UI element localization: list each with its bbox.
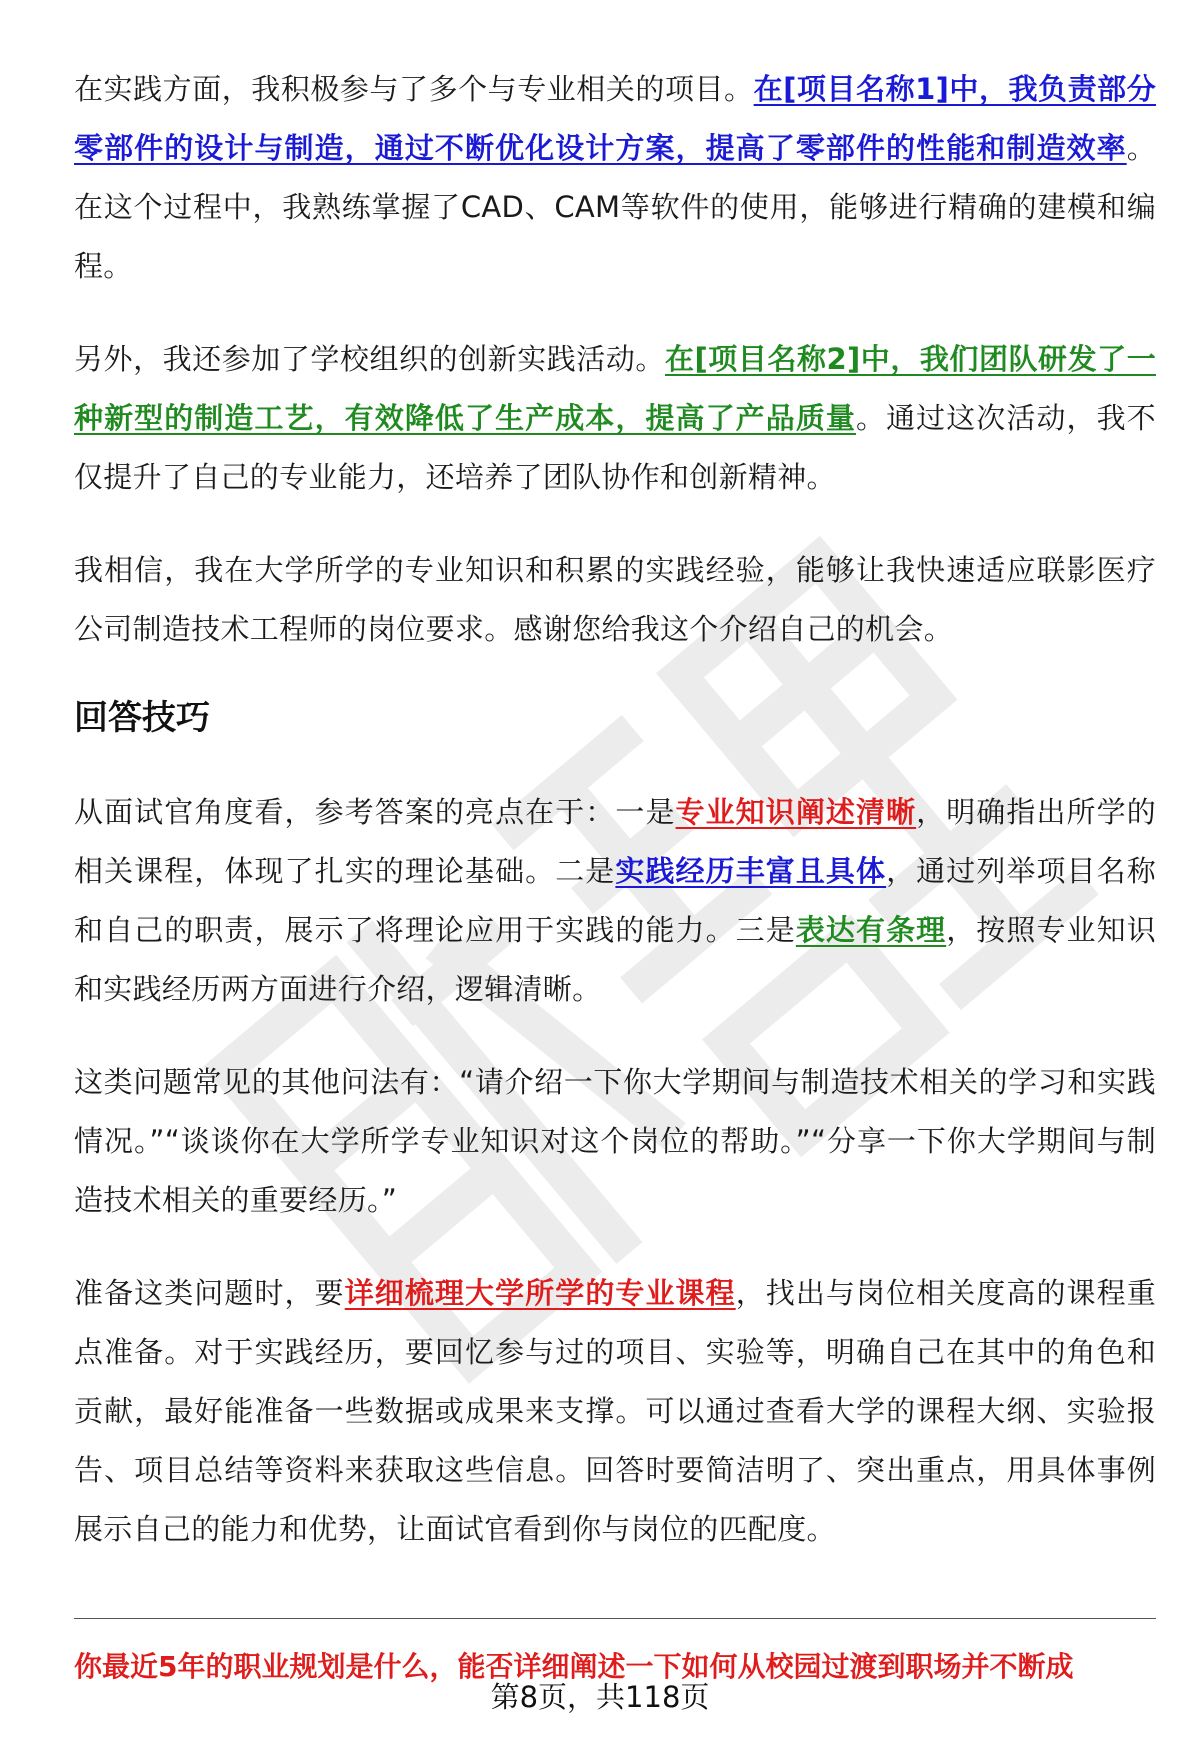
text: 另外，我还参加了学校组织的创新实践活动。 — [74, 342, 665, 376]
paragraph-variants — [74, 1053, 1156, 1230]
text: 。在这个过程中，我熟练掌握了CAD、CAM等软件的使用，能够进行精确的建模和编程。 — [74, 131, 1156, 283]
text: 在实践方面，我积极参与了多个与专业相关的项目。 — [74, 72, 754, 106]
highlight-red: 专业知识阐述清晰 — [675, 795, 917, 829]
text: ，明确指出所学的相关课程，体现了扎实的理论基础。二是 — [74, 795, 1156, 888]
highlight-red: 详细梳理大学所学的专业课程 — [344, 1276, 736, 1310]
page-indicator: 第8页，共118页 — [490, 1680, 710, 1714]
text: ，按照专业知识和实践经历两方面进行介绍，逻辑清晰。 — [74, 913, 1156, 1006]
text: 这类问题常见的其他问法有：“请介绍一下你大学期间与制造技术相关的学习和实践情况。”“谈谈你在大学所学专业知识对这个岗位的帮助。”“分享一下你大学期间与制造技术相关的重要经历。” — [74, 1065, 1156, 1217]
paragraph-practice — [74, 60, 1156, 296]
highlight-blue: 在[项目名称1]中，我负责部分零部件的设计与制造，通过不断优化设计方案，提高了零部件的性能和制造效率 — [74, 72, 1156, 165]
paragraph-innovation — [74, 330, 1156, 507]
divider — [74, 1618, 1156, 1619]
text: 准备这类问题时，要 — [74, 1276, 345, 1310]
page-content — [74, 60, 1156, 1593]
highlight-green: 在[项目名称2]中，我们团队研发了一种新型的制造工艺，有效降低了生产成本，提高了产品质量 — [74, 342, 1156, 435]
highlight-blue: 实践经历丰富且具体 — [615, 854, 887, 888]
paragraph-closing — [74, 541, 1156, 659]
highlight-green: 表达有条理 — [795, 913, 947, 947]
paragraph-highlights — [74, 783, 1156, 1019]
text: ，找出与岗位相关度高的课程重点准备。对于实践经历，要回忆参与过的项目、实验等，明确自己在其中的角色和贡献，最好能准备一些数据或成果来支撑。可以通过查看大学的课程大纲、实验报告、项目总结等资料来获取这些信息。回答时要简洁明了、突出重点，用具体事例展示自己的能力和优势，让面试官看到你与岗位的匹配度。 — [74, 1276, 1157, 1546]
text: 我相信，我在大学所学的专业知识和积累的实践经验，能够让我快速适应联影医疗公司制造技术工程师的岗位要求。感谢您给我这个介绍自己的机会。 — [74, 553, 1156, 646]
text: 。通过这次活动，我不仅提升了自己的专业能力，还培养了团队协作和创新精神。 — [74, 401, 1156, 494]
text: 从面试官角度看，参考答案的亮点在于：一是 — [74, 795, 676, 829]
text: ，通过列举项目名称和自己的职责，展示了将理论应用于实践的能力。三是 — [74, 854, 1157, 947]
section-title: 回答技巧 — [74, 698, 210, 738]
paragraph-preparation — [74, 1264, 1156, 1559]
next-question-title: 你最近5年的职业规划是什么，能否详细阐述一下如何从校园过渡到职场并不断成 — [74, 1650, 1074, 1683]
